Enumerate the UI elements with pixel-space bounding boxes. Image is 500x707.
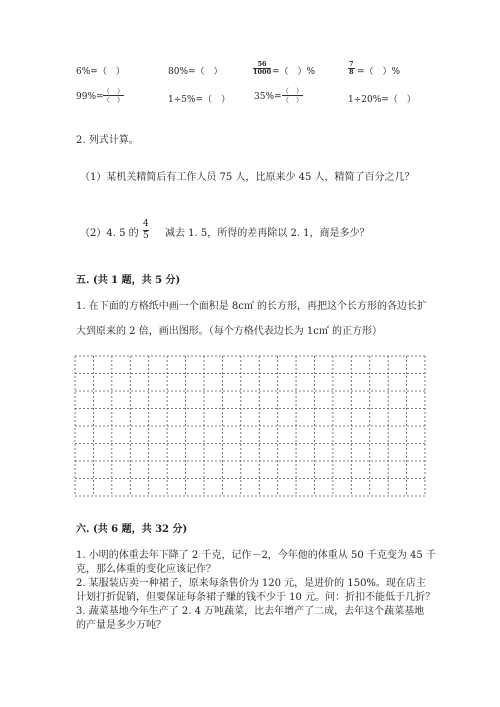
fraction-denominator: 8 (349, 68, 354, 76)
fraction-denominator: （ ） (282, 96, 303, 104)
section-6-title: 六. (共 6 题，共 32 分) (76, 524, 188, 535)
fraction-numerator: 4 (143, 219, 149, 229)
q-80-percent: 80%=（ ） (168, 67, 223, 77)
q-fraction-7-rest: =（ ）% (357, 67, 401, 77)
q-1-div-5-percent: 1÷5%=（ ） (168, 95, 231, 105)
fraction-56-1000 (253, 61, 271, 76)
fraction-denominator: （ ） (103, 96, 124, 104)
fraction-numerator: （ ） (103, 87, 124, 95)
section-5-question-line-1: 1. 在下面的方格纸中画一个面积是 8c㎡ 的长方形，再把这个长方形的各边长扩 (76, 301, 428, 312)
q-fraction-56-rest: =（ ）% (272, 67, 316, 77)
section-6-line: 的产量是多少万吨？ (76, 620, 166, 631)
section-6-line: 计划打折促销，但要保证每条裙子赚的钱不少于 10 元。问：折扣不能低于几折？ (76, 592, 436, 603)
fraction-numerator: 56 (257, 60, 267, 68)
fraction-numerator: （ ） (282, 87, 303, 95)
calc-question-2-prefix: （2）4. 5 的 (80, 228, 139, 239)
section-6-line: 3. 蔬菜基地今年生产了 2. 4 万吨蔬菜，比去年增产了二成，去年这个蔬菜基地 (76, 606, 425, 617)
calc-question-2-suffix: 减去 1. 5，所得的差再除以 2. 1，商是多少？ (165, 228, 370, 239)
fraction-7-8 (348, 61, 355, 76)
section-5-question-line-2: 大到原来的 2 倍，画出图形。（每个方格代表边长为 1c㎡ 的正方形） (76, 326, 383, 337)
fraction-denominator: 5 (143, 231, 149, 241)
q-6-percent: 6%=（ ） (76, 67, 125, 77)
q-35-percent-left: 35%= (254, 92, 282, 102)
section-6-line: 1. 小明的体重去年下降了 2 千克，记作－2，今年他的体重从 50 千克变为 45 千 (76, 550, 436, 561)
blank-fraction (103, 87, 124, 104)
fraction-4-5 (143, 219, 149, 242)
blank-fraction (282, 87, 303, 104)
fraction-denominator: 1000 (253, 68, 272, 76)
square-grid-paper[interactable] (74, 355, 426, 497)
q-1-div-20-percent: 1÷20%=（ ） (348, 95, 416, 105)
section-6-line: 2. 某服装店卖一种裙子，原来每条售价为 120 元，是进价的 150%。现在店主 (76, 578, 426, 589)
section-2-title: 2. 列式计算。 (76, 135, 139, 146)
calc-question-1: （1）某机关精简后有工作人员 75 人，比原来少 45 人，精简了百分之几？ (80, 172, 415, 183)
section-6-line: 克，那么体重的变化应该记作？ (76, 564, 216, 575)
section-5-title: 五. (共 1 题，共 5 分) (76, 275, 181, 286)
fraction-numerator: 7 (349, 60, 354, 68)
q-99-percent-left: 99%= (76, 92, 104, 102)
